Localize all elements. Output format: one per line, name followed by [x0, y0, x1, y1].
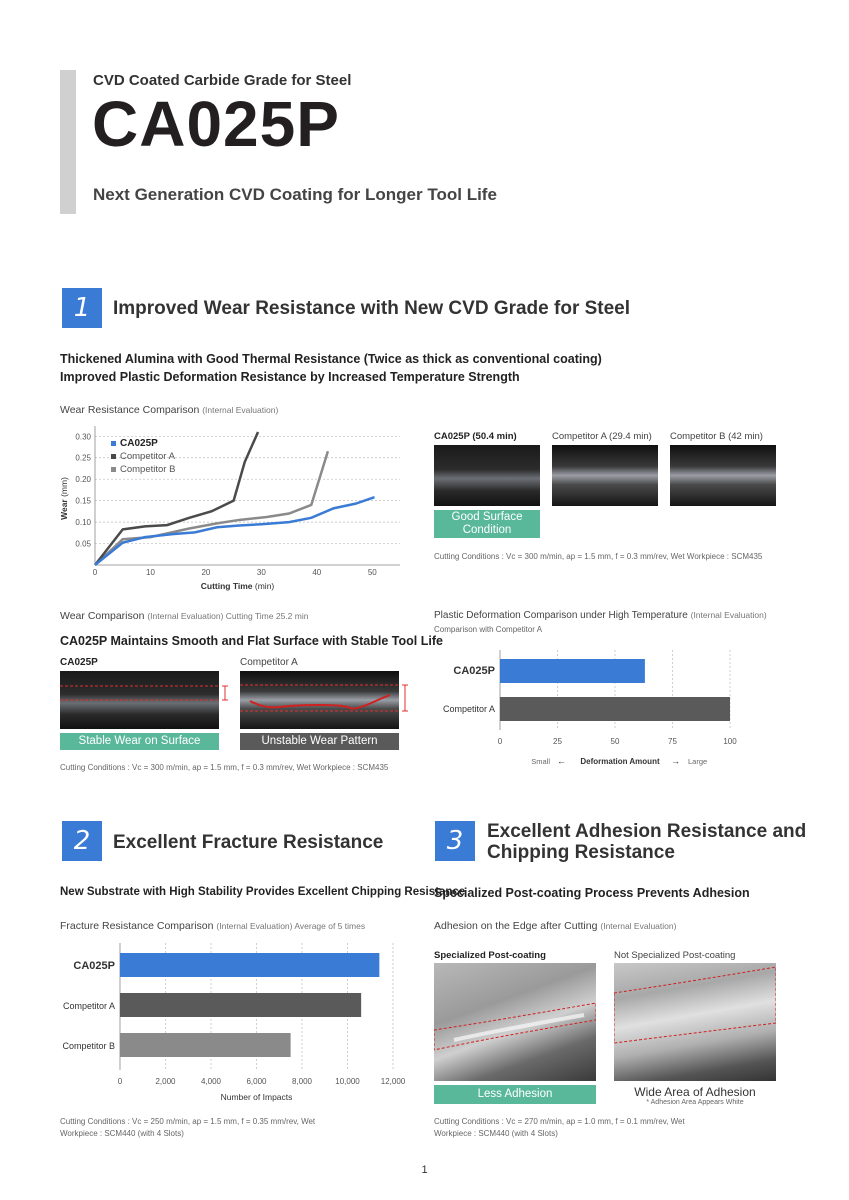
y-tick-label: 0.25: [75, 453, 91, 463]
unstable-wear-caption: Unstable Wear Pattern: [240, 733, 399, 750]
x-tick-label: 100: [723, 737, 737, 746]
x-tick-label: 12,000: [380, 1077, 406, 1086]
axis-small-label: Small: [531, 757, 550, 766]
photo-label-competitor-b: Competitor B (42 min): [670, 431, 763, 442]
y-tick-label: 0.10: [75, 518, 91, 528]
x-tick-label: 20: [201, 568, 211, 577]
section-3-number: 3: [435, 821, 475, 861]
plastic-deformation-subheading: Comparison with Competitor A: [434, 625, 543, 634]
fracture-resistance-bar-chart: [55, 938, 410, 1108]
x-tick-label: 2,000: [155, 1077, 176, 1086]
section-2-title: Excellent Fracture Resistance: [113, 832, 384, 853]
bar-ca025p: [500, 659, 645, 683]
bar-ca025p: [120, 953, 379, 977]
axis-large-label: Large: [688, 757, 708, 766]
product-tagline: Next Generation CVD Coating for Longer Tool Life: [93, 185, 497, 204]
y-tick-label: 0.20: [75, 475, 91, 485]
product-category: CVD Coated Carbide Grade for Steel: [93, 72, 352, 89]
section-2-heading: New Substrate with High Stability Provides Excellent Chipping Resistance: [60, 886, 466, 898]
x-tick-label: 4,000: [200, 1077, 222, 1086]
wear-comparison-heading: Wear Comparison (Internal Evaluation) Cutting Time 25.2 min: [60, 610, 309, 622]
x-axis-label: Number of Impacts: [220, 1092, 293, 1102]
photo-label-ca025p: CA025P (50.4 min): [434, 431, 517, 442]
product-title: CA025P: [92, 88, 340, 160]
wear-overlay-ca025p: [60, 671, 235, 729]
x-tick-label: 50: [367, 568, 377, 577]
x-tick-label: 10: [146, 568, 155, 577]
page-number: 1: [421, 1164, 428, 1176]
category-label: CA025P: [453, 665, 495, 677]
wear-chart-heading: Wear Resistance Comparison (Internal Evaluation): [60, 404, 279, 416]
wear-resistance-line-chart: [55, 420, 410, 595]
wear-overlay-competitor-a: [240, 671, 415, 729]
y-tick-label: 0.05: [75, 539, 91, 549]
wear-photo-ca025p: [434, 445, 540, 506]
x-axis-label: Deformation Amount: [580, 757, 660, 766]
y-axis-unit: (mm): [59, 477, 69, 497]
section-3-title-line-2: Chipping Resistance: [487, 842, 675, 863]
x-tick-label: 25: [553, 737, 562, 746]
x-tick-label: 50: [610, 737, 620, 746]
wear-photo-competitor-a: [552, 445, 658, 506]
wear-comparison-label-ca025p: CA025P: [60, 657, 98, 668]
left-arrow-icon: ←: [557, 756, 566, 766]
plastic-deformation-heading: Plastic Deformation Comparison under High Temperature (Internal Evaluation): [434, 610, 767, 621]
section-2-number: 2: [62, 821, 102, 861]
adhesion-overlay-specialized: [434, 963, 596, 1081]
wear-comparison-subheading: CA025P Maintains Smooth and Flat Surface with Stable Tool Life: [60, 634, 443, 648]
x-tick-label: 30: [256, 568, 266, 577]
y-tick-label: 0.15: [75, 496, 91, 506]
x-tick-label: 75: [668, 737, 677, 746]
series-line-ca025p: [95, 497, 374, 565]
cutting-conditions-1: Cutting Conditions : Vc = 300 m/min, ap = 1.5 mm, f = 0.3 mm/rev, Wet Workpiece : SCM435: [434, 552, 763, 561]
wear-photo-competitor-b: [670, 445, 776, 506]
category-label: Competitor A: [62, 1001, 115, 1011]
adhesion-overlay-not-specialized: [614, 963, 776, 1081]
section-1-point-2: Improved Plastic Deformation Resistance by Increased Temperature Strength: [60, 370, 520, 384]
section-1-title: Improved Wear Resistance with New CVD Grade for Steel: [113, 298, 631, 319]
category-label: Competitor B: [62, 1041, 115, 1051]
cutting-conditions-4-line-2: Workpiece : SCM440 (with 4 Slots): [434, 1129, 558, 1138]
cutting-conditions-3-line-1: Cutting Conditions : Vc = 250 m/min, ap = 1.5 mm, f = 0.35 mm/rev, Wet: [60, 1117, 316, 1126]
adhesion-label-not-specialized: Not Specialized Post-coating: [614, 950, 736, 961]
section-3-title-line-1: Excellent Adhesion Resistance and: [487, 821, 807, 842]
good-surface-caption: Good Surface Condition: [434, 510, 540, 538]
adhesion-label-specialized: Specialized Post-coating: [434, 950, 546, 961]
right-arrow-icon: →: [671, 756, 680, 766]
wide-adhesion-caption: Wide Area of Adhesion: [634, 1085, 756, 1099]
photo-label-competitor-a: Competitor A (29.4 min): [552, 431, 652, 442]
legend-label: Competitor A: [120, 451, 175, 462]
stable-wear-caption: Stable Wear on Surface: [60, 733, 219, 750]
legend-swatch: [111, 441, 116, 446]
adhesion-heading: Adhesion on the Edge after Cutting (Internal Evaluation): [434, 920, 677, 932]
x-tick-label: 0: [497, 737, 503, 746]
less-adhesion-caption: Less Adhesion: [434, 1085, 596, 1104]
x-tick-label: 40: [312, 568, 322, 577]
legend-swatch: [111, 454, 116, 459]
y-axis-label: Wear (mm): [59, 477, 69, 520]
x-axis-unit: (min): [254, 581, 275, 591]
x-axis-label: Cutting Time (min): [200, 581, 275, 591]
x-tick-label: 0: [92, 568, 98, 577]
category-label: Competitor A: [442, 704, 495, 714]
section-1-number: 1: [62, 288, 102, 328]
x-tick-label: 8,000: [291, 1077, 313, 1086]
legend-swatch: [111, 467, 116, 472]
cutting-conditions-3-line-2: Workpiece : SCM440 (with 4 Slots): [60, 1129, 184, 1138]
x-tick-label: 10,000: [335, 1077, 360, 1086]
legend-label: CA025P: [120, 438, 158, 449]
adhesion-footnote: * Adhesion Area Appears White: [646, 1099, 744, 1106]
wear-comparison-label-competitor-a: Competitor A: [240, 657, 298, 668]
y-tick-label: 0.30: [75, 432, 91, 442]
bar-competitor-a: [500, 697, 730, 721]
category-label: CA025P: [73, 960, 115, 972]
header-accent-bar: [60, 70, 76, 214]
x-tick-label: 0: [117, 1077, 123, 1086]
section-3-heading: Specialized Post-coating Process Prevents Adhesion: [434, 886, 750, 900]
legend-label: Competitor B: [120, 464, 176, 475]
plastic-deformation-bar-chart: [430, 645, 760, 770]
bar-competitor-b: [120, 1033, 291, 1057]
x-tick-label: 6,000: [246, 1077, 267, 1086]
bar-competitor-a: [120, 993, 361, 1017]
cutting-conditions-2: Cutting Conditions : Vc = 300 m/min, ap = 1.5 mm, f = 0.3 mm/rev, Wet Workpiece : SCM435: [60, 763, 389, 772]
cutting-conditions-4-line-1: Cutting Conditions : Vc = 270 m/min, ap = 1.0 mm, f = 0.1 mm/rev, Wet: [434, 1117, 685, 1126]
section-1-point-1: Thickened Alumina with Good Thermal Resistance (Twice as thick as conventional coating): [60, 352, 602, 366]
fracture-chart-heading: Fracture Resistance Comparison (Internal Evaluation) Average of 5 times: [60, 920, 366, 932]
